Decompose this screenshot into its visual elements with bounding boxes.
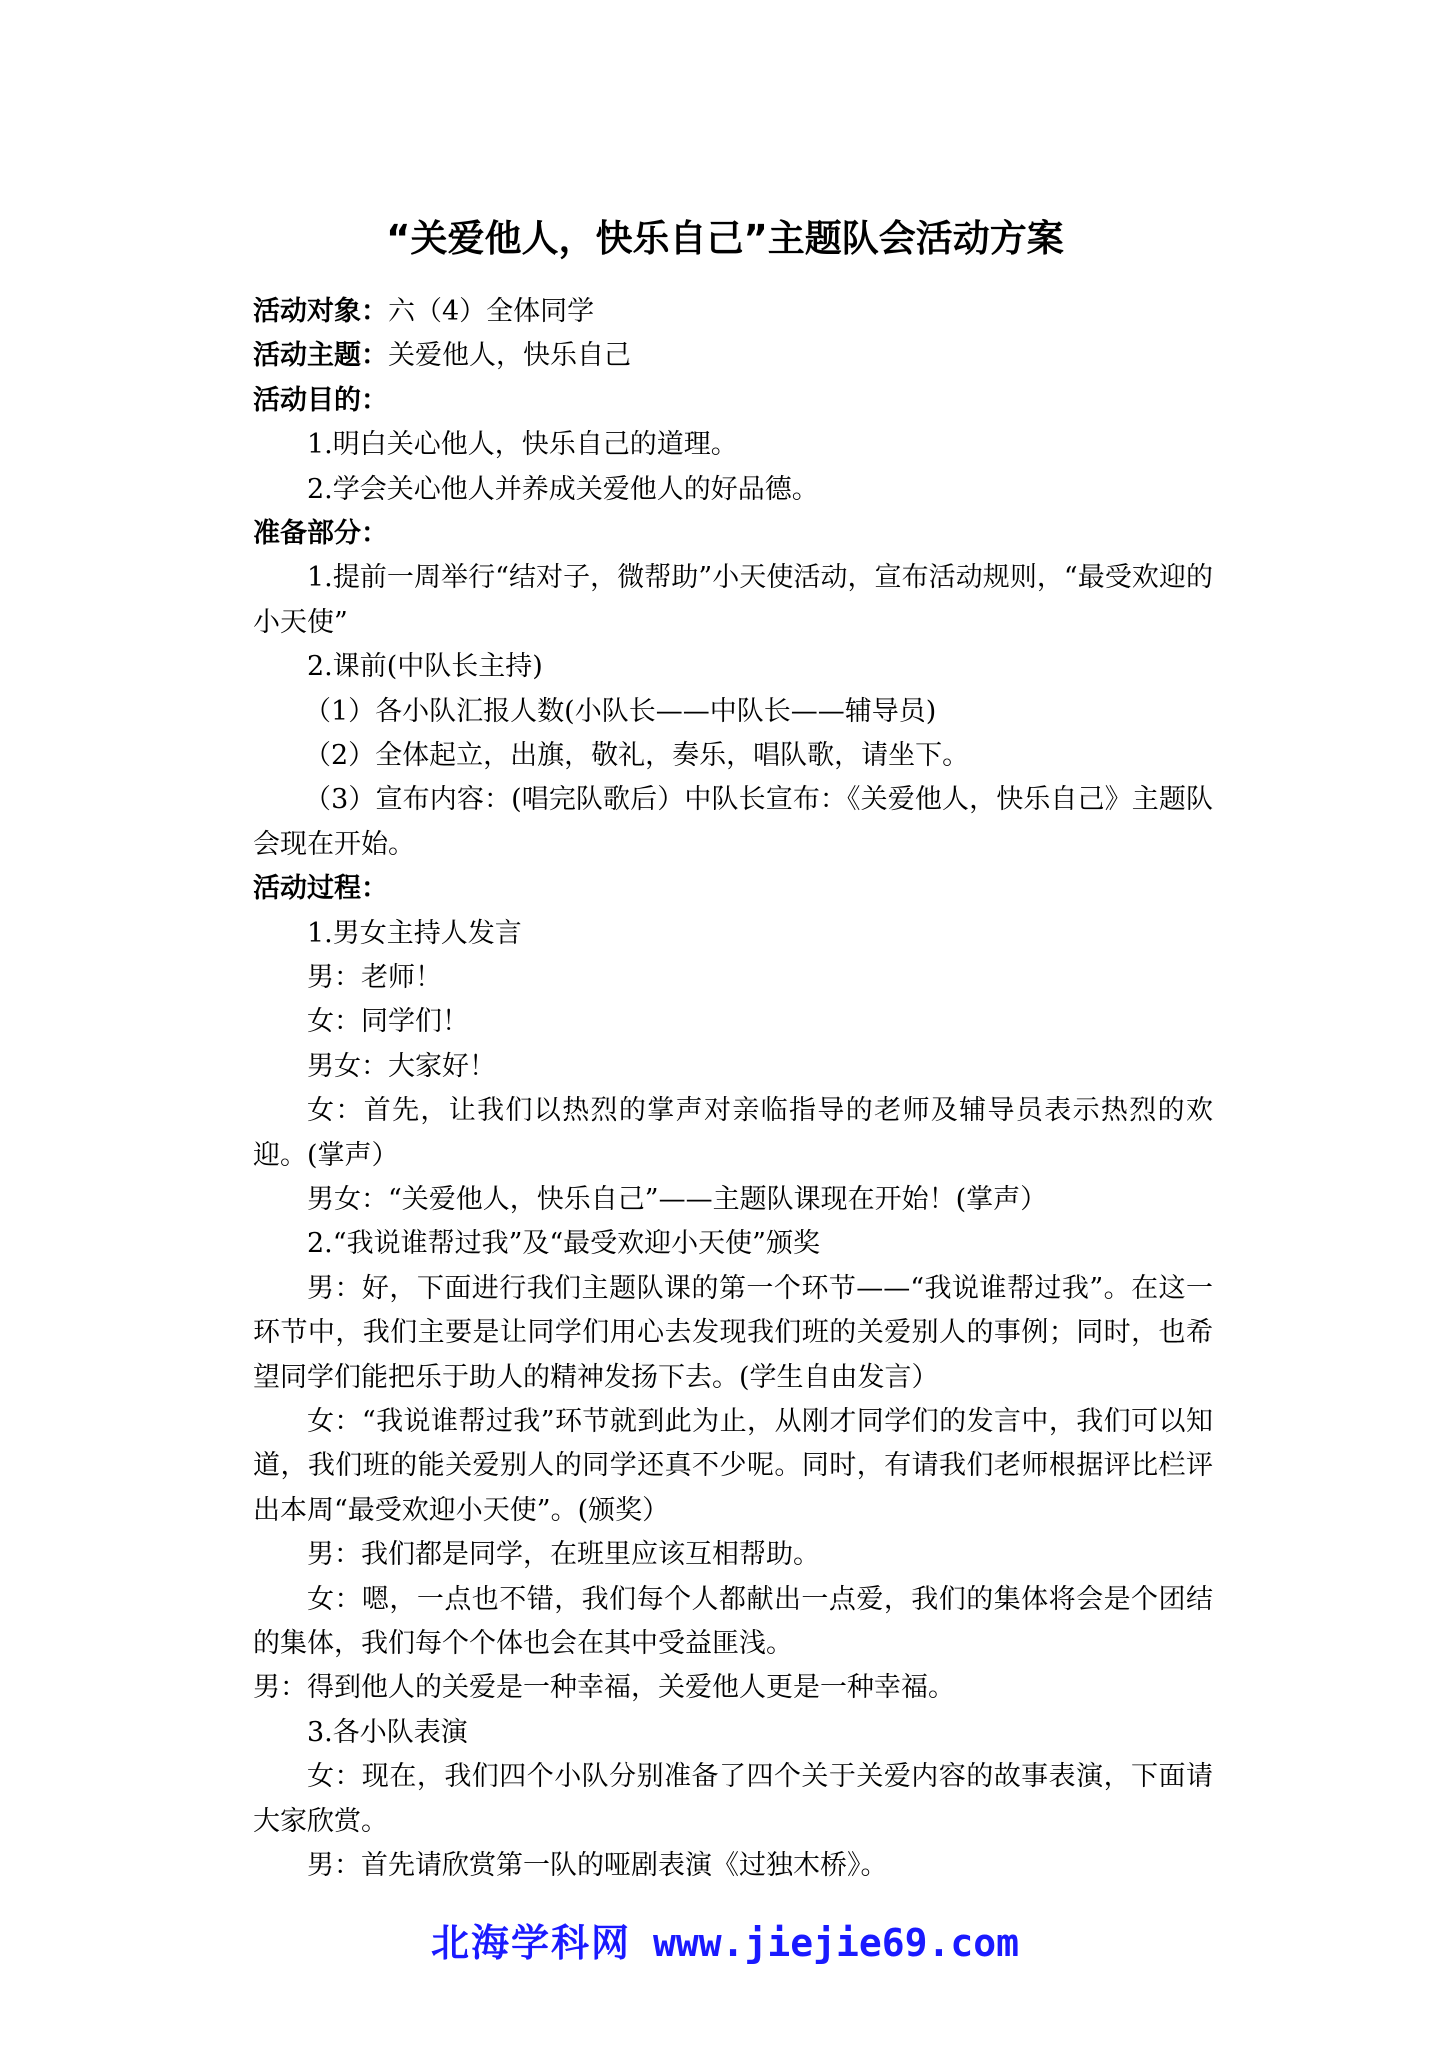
process-line: 2.“我说谁帮过我”及“最受欢迎小天使”颁奖 [307,1228,820,1260]
activity-theme-line [253,334,1213,378]
preparation-subitem: （1）各小队汇报人数(小队长——中队长——辅导员) [304,695,937,727]
process-paragraph: 女：首先，让我们以热烈的掌声对亲临指导的老师及辅导员表示热烈的欢迎。(掌声） [253,1095,1213,1171]
process-line: 1.男女主持人发言 [307,917,522,949]
process-paragraph: 女：“我说谁帮过我”环节就到此为止，从刚才同学们的发言中，我们可以知道，我们班的能关爱别人的同学还真不少呢。同时，有请我们老师根据评比栏评出本周“最受欢迎小天使”。(颁奖） [253,1405,1213,1526]
process-paragraph: 女：嗯，一点也不错，我们每个人都献出一点爱，我们的集体将会是个团结的集体，我们每个个体也会在其中受益匪浅。 [253,1583,1213,1659]
footer-site-name: 北海学科网 [430,1921,631,1965]
footer-url[interactable]: www.jiejie69.com [652,1921,1020,1965]
activity-object-value: 六（4）全体同学 [388,296,595,327]
purpose-item: 2.学会关心他人并养成关爱他人的好品德。 [307,473,819,505]
purpose-item: 1.明白关心他人，快乐自己的道理。 [307,429,738,461]
process-line: 男女：“关爱他人，快乐自己”——主题队课现在开始！(掌声） [307,1183,1048,1215]
process-line: 3.各小队表演 [307,1716,468,1748]
process-line: 男：老师！ [307,961,442,993]
activity-purpose-heading: 活动目的： [253,384,388,416]
document-body [253,290,1213,1888]
preparation-subitem: （2）全体起立，出旗，敬礼，奏乐，唱队歌，请坐下。 [304,739,970,771]
process-paragraph: 男：好，下面进行我们主题队课的第一个环节——“我说谁帮过我”。在这一环节中，我们主要是让同学们用心去发现我们班的关爱别人的事例；同时，也希望同学们能把乐于助人的精神发扬下去。(学生自由发言） [253,1272,1213,1393]
footer-watermark [0,1918,1450,1968]
preparation-subitem: （3）宣布内容：(唱完队歌后）中队长宣布：《关爱他人，快乐自己》主题队会现在开始。 [253,784,1213,860]
activity-object-line [253,290,1213,334]
process-heading: 活动过程： [253,873,388,905]
preparation-heading: 准备部分： [253,517,388,549]
preparation-paragraph: 1.提前一周举行“结对子，微帮助”小天使活动，宣布活动规则，“最受欢迎的小天使” [253,562,1213,638]
process-paragraph: 女：现在，我们四个小队分别准备了四个关于关爱内容的故事表演，下面请大家欣赏。 [253,1761,1213,1837]
activity-theme-label: 活动主题： [253,340,388,372]
process-line: 男：得到他人的关爱是一种幸福，关爱他人更是一种幸福。 [253,1672,955,1704]
activity-theme-value: 关爱他人，快乐自己 [388,340,631,372]
process-line: 女：同学们！ [307,1006,469,1038]
process-line: 男女：大家好！ [307,1050,496,1082]
page-title: “关爱他人，快乐自己”主题队会活动方案 [386,217,1064,260]
activity-object-label: 活动对象： [253,296,388,327]
process-line: 男：首先请欣赏第一队的哑剧表演《过独木桥》。 [307,1849,888,1881]
process-line: 男：我们都是同学，在班里应该互相帮助。 [307,1539,820,1571]
preparation-item: 2.课前(中队长主持) [307,651,543,683]
